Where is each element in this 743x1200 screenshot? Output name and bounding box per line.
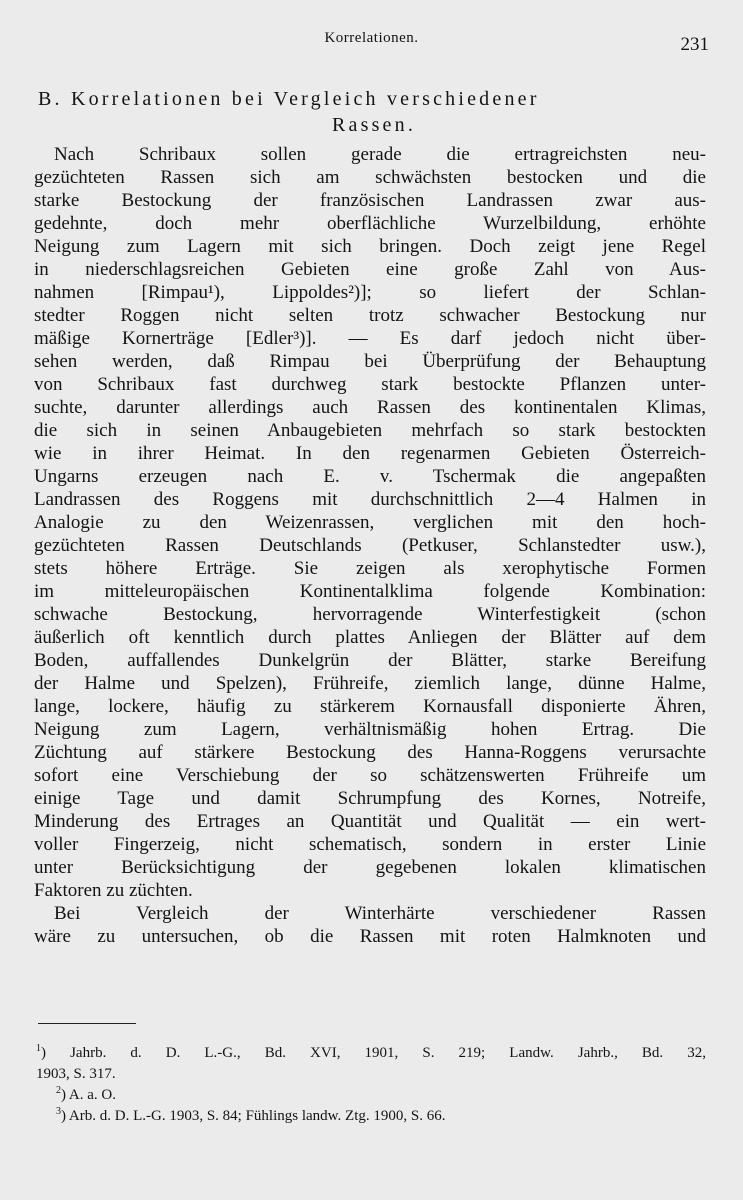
- running-head: Korrelationen.: [324, 30, 419, 46]
- text-line: unter Berücksichtigung der gegebenen lokalen klimatischen: [34, 857, 706, 878]
- section-heading: [38, 86, 710, 138]
- text-line: Nach Schribaux sollen gerade die ertragreichsten neu-: [54, 144, 706, 165]
- text-line: starke Bestockung der französischen Landrassen zwar aus-: [34, 190, 706, 211]
- text-line: schwache Bestockung, hervorragende Winterfestigkeit (schon: [34, 604, 706, 625]
- text-line: einige Tage und damit Schrumpfung des Kornes, Notreife,: [34, 788, 706, 809]
- text-line: Ungarns erzeugen nach E. v. Tschermak die angepaßten: [34, 466, 706, 487]
- footnote-text: Arb. d. D. L.-G. 1903, S. 84; Fühlings landw. Ztg. 1900, S. 66.: [68, 1108, 446, 1124]
- text-line: voller Fingerzeig, nicht schematisch, sondern in erster Linie: [34, 834, 706, 855]
- text-line: Minderung des Ertrages an Quantität und Qualität — ein wert-: [34, 811, 706, 832]
- text-line: sehen werden, daß Rimpau bei Überprüfung der Behauptung: [34, 351, 706, 372]
- text-line: mäßige Kornerträge [Edler³)]. — Es darf jedoch nicht über-: [34, 328, 706, 349]
- text-line: stedter Roggen nicht selten trotz schwacher Bestockung nur: [34, 305, 706, 326]
- section-heading-line-2: Rassen.: [331, 114, 417, 136]
- text-line: äußerlich oft kenntlich durch plattes Anliegen der Blätter auf dem: [34, 627, 706, 648]
- text-line: nahmen [Rimpau¹), Lippoldes²)]; so liefert der Schlan-: [34, 282, 706, 303]
- text-line: Züchtung auf stärkere Bestockung des Hanna-Roggens verursachte: [34, 742, 706, 763]
- text-line: in niederschlagsreichen Gebieten eine große Zahl von Aus-: [34, 259, 706, 280]
- text-line: Neigung zum Lagern mit sich bringen. Doch zeigt jene Regel: [34, 236, 706, 257]
- text-line: gedehnte, doch mehr oberflächliche Wurzelbildung, erhöhte: [34, 213, 706, 234]
- text-line: Analogie zu den Weizenrassen, verglichen mit den hoch-: [34, 512, 706, 533]
- footnotes: [36, 1043, 706, 1127]
- footnote-3: $^3$) Arb. d. D. L.-G. 1903, S. 84; Fühlings landw. Ztg. 1900, S. 66.: [56, 1106, 446, 1124]
- footnote-1: $^1$) Jahrb. d. D. L.-G., Bd. XVI, 1901, S. 219; Landw. Jahrb., Bd. 32,: [36, 1043, 706, 1061]
- text-line: im mitteleuropäischen Kontinentalklima folgende Kombination:: [34, 581, 706, 602]
- text-line: lange, lockere, häufig zu stärkerem Kornausfall disponierte Ähren,: [34, 696, 706, 717]
- text-line: Faktoren zu züchten.: [34, 880, 193, 901]
- footnote-mark: 2: [56, 1085, 61, 1096]
- footnote-text: Jahrb. d. D. L.-G., Bd. XVI, 1901, S. 219; Landw. Jahrb., Bd. 32,: [70, 1045, 706, 1061]
- text-line: stets höhere Erträge. Sie zeigen als xerophytische Formen: [34, 558, 706, 579]
- text-line: gezüchteten Rassen Deutschlands (Petkuser, Schlanstedter usw.),: [34, 535, 706, 556]
- text-line: wie in ihrer Heimat. In den regenarmen Gebieten Österreich-: [34, 443, 706, 464]
- text-line: Neigung zum Lagern, verhältnismäßig hohen Ertrag. Die: [34, 719, 706, 740]
- text-line: die sich in seinen Anbaugebieten mehrfach so stark bestockten: [34, 420, 706, 441]
- text-line: der Halme und Spelzen), Frühreife, ziemlich lange, dünne Halme,: [34, 673, 706, 694]
- footnote-text: A. a. O.: [68, 1087, 116, 1103]
- section-heading-line-1: B. Korrelationen bei Vergleich verschiedener: [38, 88, 540, 110]
- text-line: Bei Vergleich der Winterhärte verschiedener Rassen: [54, 903, 706, 924]
- text-line: Landrassen des Roggens mit durchschnittlich 2—4 Halmen in: [34, 489, 706, 510]
- text-line: von Schribaux fast durchweg stark bestockte Pflanzen unter-: [34, 374, 706, 395]
- text-line: suchte, darunter allerdings auch Rassen des kontinentalen Klimas,: [34, 397, 706, 418]
- text-line: Boden, auffallendes Dunkelgrün der Blätter, starke Bereifung: [34, 650, 706, 671]
- body-text: [34, 143, 706, 948]
- text-line: gezüchteten Rassen sich am schwächsten bestocken und die: [34, 167, 706, 188]
- footnote-1-continuation: 1903, S. 317.: [36, 1066, 116, 1082]
- footnote-mark: 1: [36, 1043, 41, 1054]
- page-number: 231: [680, 34, 709, 55]
- text-line: wäre zu untersuchen, ob die Rassen mit roten Halmknoten und: [34, 926, 706, 947]
- text-line: sofort eine Verschiebung der so schätzenswerten Frühreife um: [34, 765, 706, 786]
- footnote-mark: 3: [56, 1106, 61, 1117]
- footnote-2: $^2$) A. a. O.: [56, 1085, 116, 1103]
- footnote-divider: [38, 1023, 136, 1024]
